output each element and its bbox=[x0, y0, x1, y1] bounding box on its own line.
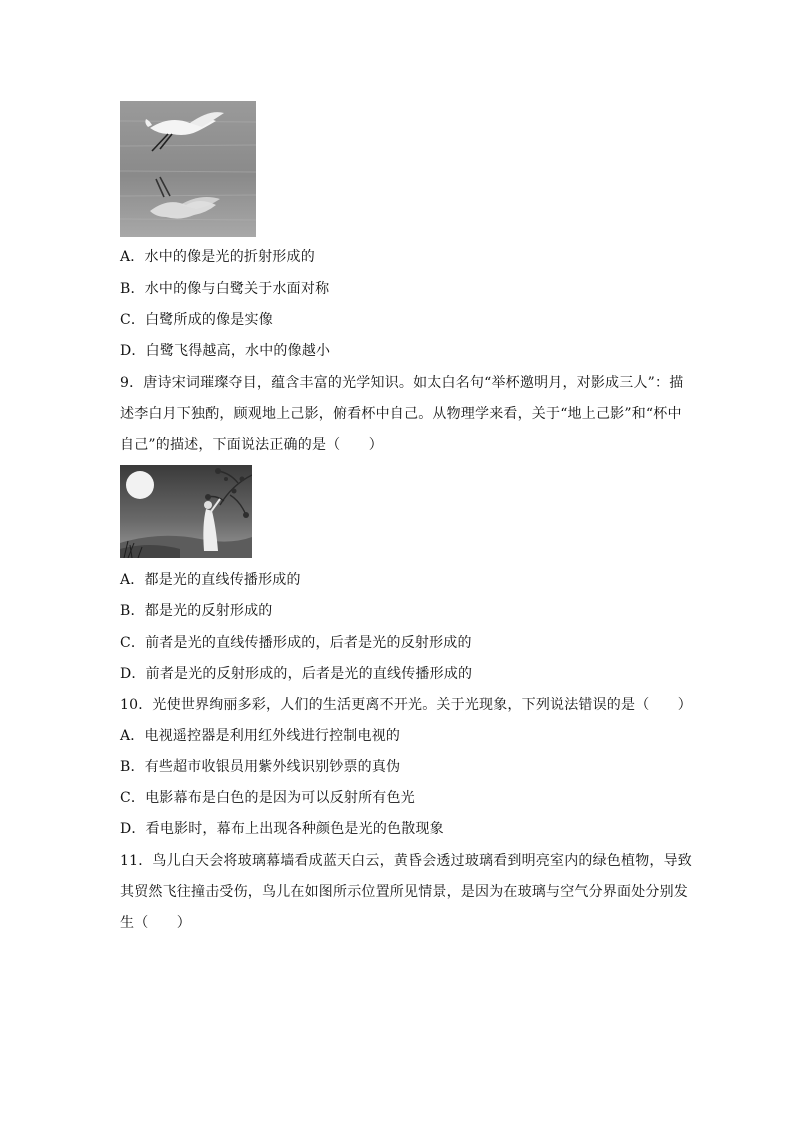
moonlight-poet-figure bbox=[120, 465, 252, 558]
q9-option-d: D．前者是光的反射形成的，后者是光的直线传播形成的 bbox=[120, 666, 473, 682]
egret-reflection-image bbox=[120, 101, 256, 237]
q11-stem-line-2: 其贸然飞往撞击受伤，鸟儿在如图所示位置所见情景，是因为在玻璃与空气分界面处分别发 bbox=[120, 884, 688, 900]
egret-reflection-figure bbox=[120, 101, 256, 237]
q10-option-b: B．有些超市收银员用紫外线识别钞票的真伪 bbox=[120, 759, 401, 775]
q10-stem: 10．光使世界绚丽多彩，人们的生活更离不开光。关于光现象，下列说法错误的是（ ） bbox=[120, 697, 693, 713]
q11-stem-line-3: 生（ ） bbox=[120, 915, 191, 931]
q10-option-d: D．看电影时，幕布上出现各种颜色是光的色散现象 bbox=[120, 821, 444, 837]
q11-stem-line-1: 11．鸟儿白天会将玻璃幕墙看成蓝天白云，黄昏会透过玻璃看到明亮室内的绿色植物，导致 bbox=[120, 853, 693, 869]
q10-option-c: C．电影幕布是白色的是因为可以反射所有色光 bbox=[120, 790, 415, 806]
q8-option-c: C．白鹭所成的像是实像 bbox=[120, 312, 273, 328]
q8-option-d: D．白鹭飞得越高，水中的像越小 bbox=[120, 343, 331, 359]
q8-option-b: B．水中的像与白鹭关于水面对称 bbox=[120, 281, 330, 297]
q8-option-a: A．水中的像是光的折射形成的 bbox=[120, 249, 315, 265]
q9-stem-line-2: 述李白月下独酌，顾观地上己影，俯看杯中自己。从物理学来看，关于“地上己影”和“杯中 bbox=[120, 406, 682, 422]
q9-stem-line-3: 自己”的描述，下面说法正确的是（ ） bbox=[120, 437, 383, 453]
q10-option-a: A．电视遥控器是利用红外线进行控制电视的 bbox=[120, 728, 401, 744]
q9-option-a: A．都是光的直线传播形成的 bbox=[120, 572, 301, 588]
q9-stem-line-1: 9．唐诗宋词璀璨夺目，蕴含丰富的光学知识。如太白名句“举杯邀明月，对影成三人”：描 bbox=[120, 375, 684, 391]
moonlight-poet-image bbox=[120, 465, 252, 558]
q9-option-b: B．都是光的反射形成的 bbox=[120, 603, 273, 619]
q9-option-c: C．前者是光的直线传播形成的，后者是光的反射形成的 bbox=[120, 635, 472, 651]
